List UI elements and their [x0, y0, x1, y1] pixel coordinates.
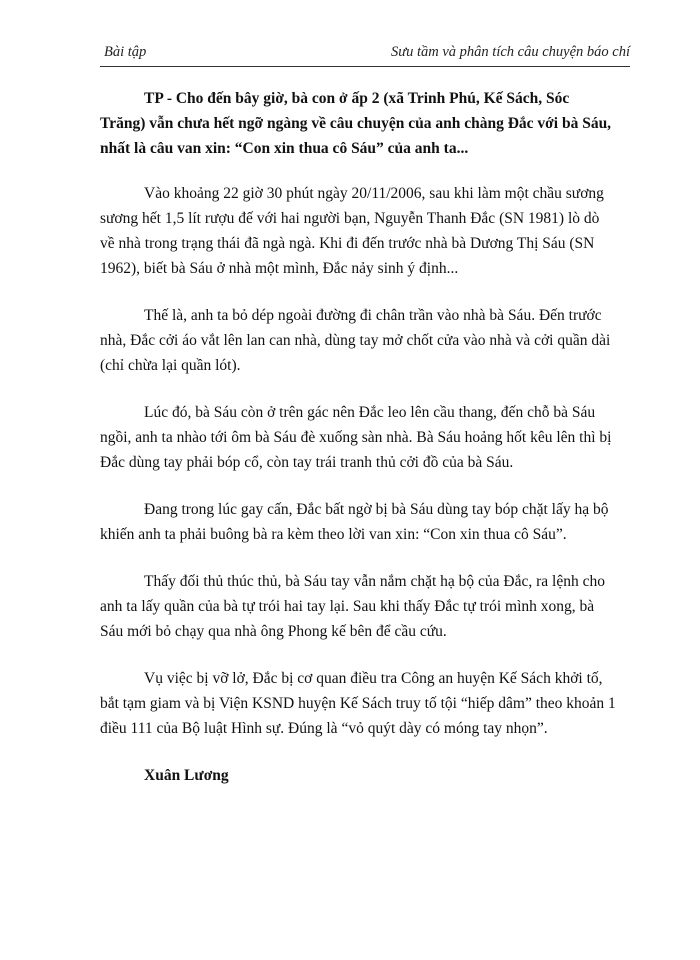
- article-paragraph-6: Vụ việc bị vỡ lở, Đắc bị cơ quan điều tra Công an huyện Kế Sách khởi tố, bắt tạm giam và bị Viện KSND huyện Kế Sách truy tố tội “hiếp dâm” theo khoản 1 điều 111 của Bộ luật Hình sự. Đúng là “vỏ quýt dày có móng tay nhọn”.: [100, 670, 616, 737]
- header-divider: [100, 66, 630, 67]
- article-paragraph-4: Đang trong lúc gay cấn, Đắc bất ngờ bị bà Sáu dùng tay bóp chặt lấy hạ bộ khiến anh ta phải buông bà ra kèm theo lời van xin: “Con xin thua cô Sáu”.: [100, 501, 609, 543]
- header-left-text: Bài tập: [104, 44, 147, 60]
- article-body: [100, 86, 616, 788]
- article-paragraph-2: Thế là, anh ta bỏ dép ngoài đường đi chân trần vào nhà bà Sáu. Đến trước nhà, Đắc cởi áo vắt lên lan can nhà, dùng tay mở chốt cửa vào nhà và cởi quần dài (chỉ chừa lại quần lót).: [100, 307, 611, 374]
- article-lead: TP - Cho đến bây giờ, bà con ở ấp 2 (xã Trinh Phú, Kế Sách, Sóc Trăng) vẫn chưa hết ngỡ ngàng về câu chuyện của anh chàng Đắc với bà Sáu, nhất là câu van xin: “Con xin thua cô Sáu” của anh ta...: [100, 90, 612, 157]
- article-author: Xuân Lương: [144, 767, 229, 784]
- page-header: [100, 44, 630, 66]
- article-paragraph-3: Lúc đó, bà Sáu còn ở trên gác nên Đắc leo lên cầu thang, đến chỗ bà Sáu ngồi, anh ta nhào tới ôm bà Sáu đè xuống sàn nhà. Bà Sáu hoảng hốt kêu lên thì bị Đắc dùng tay phải bóp cổ, còn tay trái tranh thủ cởi đồ của bà Sáu.: [100, 404, 612, 471]
- article-paragraph-1: Vào khoảng 22 giờ 30 phút ngày 20/11/2006, sau khi làm một chầu sương sương hết 1,5 lít rượu đế với hai người bạn, Nguyễn Thanh Đắc (SN 1981) lò dò về nhà trong trạng thái đã ngà ngà. Khi đi đến trước nhà bà Dương Thị Sáu (SN 1962), biết bà Sáu ở nhà một mình, Đắc nảy sinh ý định...: [100, 185, 604, 277]
- article-paragraph-5: Thấy đối thủ thúc thủ, bà Sáu tay vẫn nắm chặt hạ bộ của Đắc, ra lệnh cho anh ta lấy quần của bà tự trói hai tay lại. Sau khi thấy Đắc tự trói mình xong, bà Sáu mới bỏ chạy qua nhà ông Phong kế bên để cầu cứu.: [100, 573, 605, 640]
- header-right-text: Sưu tầm và phân tích câu chuyện báo chí: [390, 44, 630, 60]
